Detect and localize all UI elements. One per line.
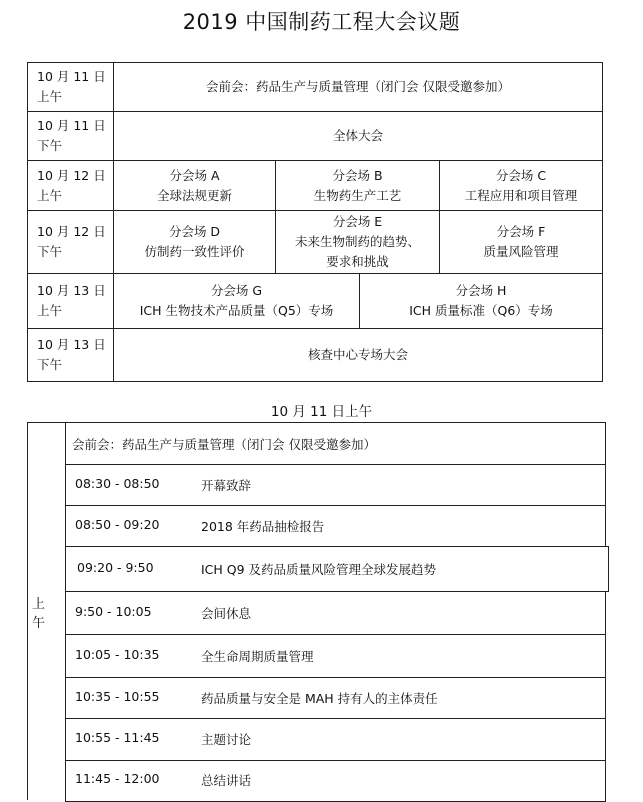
day-heading: 10 月 11 日上午 [270,404,373,420]
topic-text: 2018 年药品抽检报告 [201,519,325,534]
topic-text: 全生命周期质量管理 [201,649,314,664]
session-line: 生物药生产工艺 [313,187,402,203]
table-row [65,591,606,635]
period-text: 下午 [37,138,63,153]
date-cell [27,160,114,211]
session-line: 要求和挑战 [326,254,389,269]
table-row [65,718,606,761]
schedule-header-text: 会前会：药品生产与质量管理（闭门会 仅限受邀参加） [72,436,376,452]
session-cell [113,210,276,274]
session-cell [113,273,360,329]
date-text: 10 月 12 日 [37,224,106,239]
date-text: 10 月 13 日 [37,337,106,352]
period-label: 上 午 [32,596,54,631]
session-cell [275,160,440,211]
session-line: ICH 生物技术产品质量（Q5）专场 [139,303,334,318]
date-cell [27,111,114,161]
session-cell [113,62,603,112]
time-text: 09:20 - 9:50 [77,560,154,575]
session-line: 分会场 F [496,224,546,239]
time-text: 9:50 - 10:05 [75,604,152,619]
session-cell [439,210,603,274]
session-line: 分会场 D [168,224,221,239]
session-line: ICH 质量标准（Q6）专场 [409,303,553,318]
topic-text: 主题讨论 [201,732,252,747]
time-text: 08:30 - 08:50 [75,476,160,491]
session-line: 核查中心专场大会 [307,347,408,362]
date-cell [27,273,114,329]
topic-text: 药品质量与安全是 MAH 持有人的主体责任 [201,691,438,706]
table-row [65,546,609,592]
session-cell [113,111,603,161]
topic-text: 开幕致辞 [201,478,252,493]
date-text: 10 月 12 日 [37,167,106,183]
schedule-header-row [65,422,606,465]
table-row [65,677,606,719]
session-line: 分会场 B [332,167,383,183]
topic-text: ICH Q9 及药品质量风险管理全球发展趋势 [201,562,437,577]
session-cell [359,273,603,329]
session-cell [275,210,440,274]
topic-text: 总结讲话 [201,773,252,788]
period-text: 上午 [37,187,63,203]
period-text: 上午 [37,303,63,318]
session-line: 分会场 C [495,167,547,183]
period-column [27,422,65,800]
session-cell [113,328,603,382]
time-text: 11:45 - 12:00 [75,771,160,786]
period-text: 上午 [37,89,63,104]
date-cell [27,210,114,274]
session-line: 全球法规更新 [156,187,232,203]
session-line: 会前会：药品生产与质量管理（闭门会 仅限受邀参加） [206,79,510,94]
date-text: 10 月 13 日 [37,283,106,298]
table-row [65,464,606,506]
session-line: 分会场 H [455,283,507,298]
table-row [65,760,606,802]
session-line: 仿制药一致性评价 [144,244,245,259]
topic-text: 会间休息 [201,606,252,621]
table-row [65,505,606,547]
session-line: 分会场 A [169,167,220,183]
time-text: 10:35 - 10:55 [75,689,160,704]
time-text: 08:50 - 09:20 [75,517,160,532]
session-line: 质量风险管理 [483,244,559,259]
session-line: 未来生物制药的趋势、 [294,234,420,249]
date-cell [27,328,114,382]
date-cell [27,62,114,112]
date-text: 10 月 11 日 [37,69,106,84]
session-line: 分会场 E [332,214,383,229]
period-text: 下午 [37,244,63,259]
time-text: 10:05 - 10:35 [75,647,160,662]
session-line: 工程应用和项目管理 [464,187,578,203]
session-cell [439,160,603,211]
date-text: 10 月 11 日 [37,118,106,133]
page-title: 2019 中国制药工程大会议题 [182,10,461,34]
period-text: 下午 [37,357,63,372]
session-line: 分会场 G [210,283,263,298]
table-row [65,634,606,678]
time-text: 10:55 - 11:45 [75,730,160,745]
session-line: 全体大会 [332,128,383,143]
session-cell [113,160,276,211]
